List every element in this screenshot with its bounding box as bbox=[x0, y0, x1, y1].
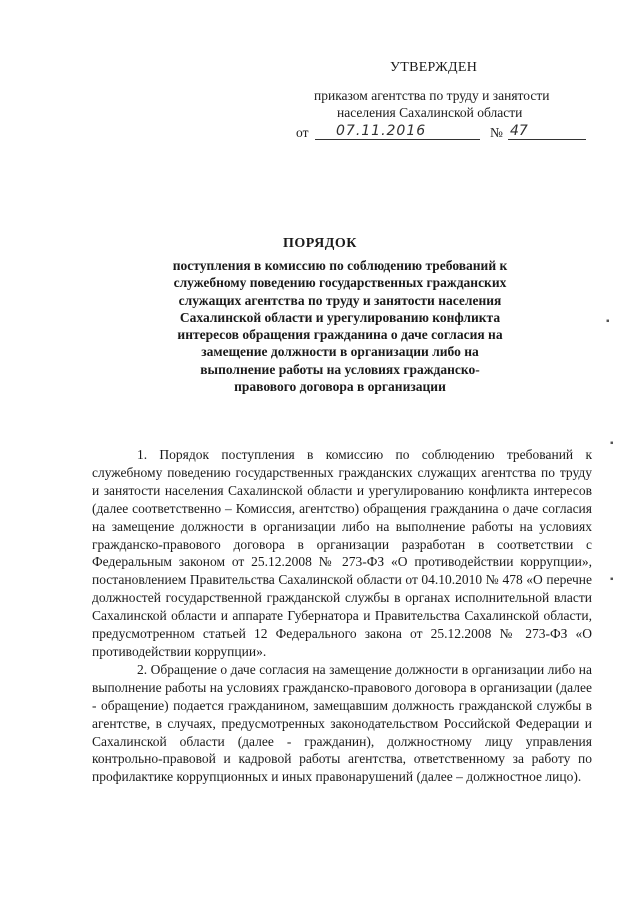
approval-order-line: приказом агентства по труду и занятости bbox=[314, 88, 550, 103]
handwritten-date: 07.11.2016 bbox=[336, 123, 427, 139]
subtitle-line: выполнение работы на условиях гражданско- bbox=[200, 361, 480, 377]
subtitle-line: служащих агентства по труду и занятости населения bbox=[178, 292, 502, 308]
scan-speck: ▪ bbox=[610, 438, 614, 449]
document-subtitle bbox=[140, 257, 540, 395]
subtitle-line: служебному поведению государственных гражданских bbox=[173, 275, 507, 291]
subtitle-line: интересов обращения гражданина о даче согласия на bbox=[177, 327, 503, 343]
document-body bbox=[92, 446, 592, 786]
scan-speck: ▪ bbox=[610, 574, 614, 585]
date-prefix: от bbox=[296, 125, 309, 140]
scan-speck: ▪ bbox=[606, 316, 610, 327]
subtitle-line: замещение должности в организации либо на bbox=[201, 344, 479, 360]
handwritten-number: 47 bbox=[510, 123, 528, 139]
approval-heading: УТВЕРЖДЕН bbox=[390, 60, 478, 75]
date-underline bbox=[315, 139, 480, 140]
number-underline bbox=[508, 139, 586, 140]
approval-region-line: населения Сахалинской области bbox=[337, 105, 523, 120]
number-prefix: № bbox=[490, 125, 503, 140]
subtitle-line: поступления в комиссию по соблюдению требований к bbox=[172, 258, 508, 273]
document-title: ПОРЯДОК bbox=[283, 236, 357, 251]
subtitle-line: правового договора в организации bbox=[234, 379, 446, 395]
paragraph-2: 2. Обращение о даче согласия на замещение должности в организации либо на выполнение работы на условиях гражданско-правового договора в организации (далее - обращение) подается гражданином, замещавшим должность гражданской службы в агентстве, в случаях, предусмотренных законодательством Российской Федерации и Сахалинской области (далее - гражданин), должностному лицу управления контрольно-правовой и кадровой работы агентства, ответственному за работу по профилактике коррупционных и иных правонарушений (далее – должностное лицо). bbox=[92, 661, 592, 785]
subtitle-line: Сахалинской области и урегулированию конфликта bbox=[179, 309, 501, 325]
paragraph-1: 1. Порядок поступления в комиссию по соблюдению требований к служебному поведению государственных гражданских служащих агентства по труду и занятости населения Сахалинской области и урегулированию конфликта интересов (далее соответственно – Комиссия, агентство) обращения гражданина о даче согласия на замещение должности в организации либо на выполнение работы на условиях гражданско-правового договора в организации разработан в соответствии с Федеральным законом от 25.12.2008 № 273-ФЗ «О противодействии коррупции», постановлением Правительства Сахалинской области от 04.10.2010 № 478 «О перечне должностей государственной гражданской службы в органах исполнительной власти Сахалинской области и аппарате Губернатора и Правительства Сахалинской области, предусмотренном статьей 12 Федерального закона от 25.12.2008 № 273-ФЗ «О противодействии коррупции». bbox=[92, 447, 592, 659]
approval-date-row bbox=[296, 123, 596, 143]
